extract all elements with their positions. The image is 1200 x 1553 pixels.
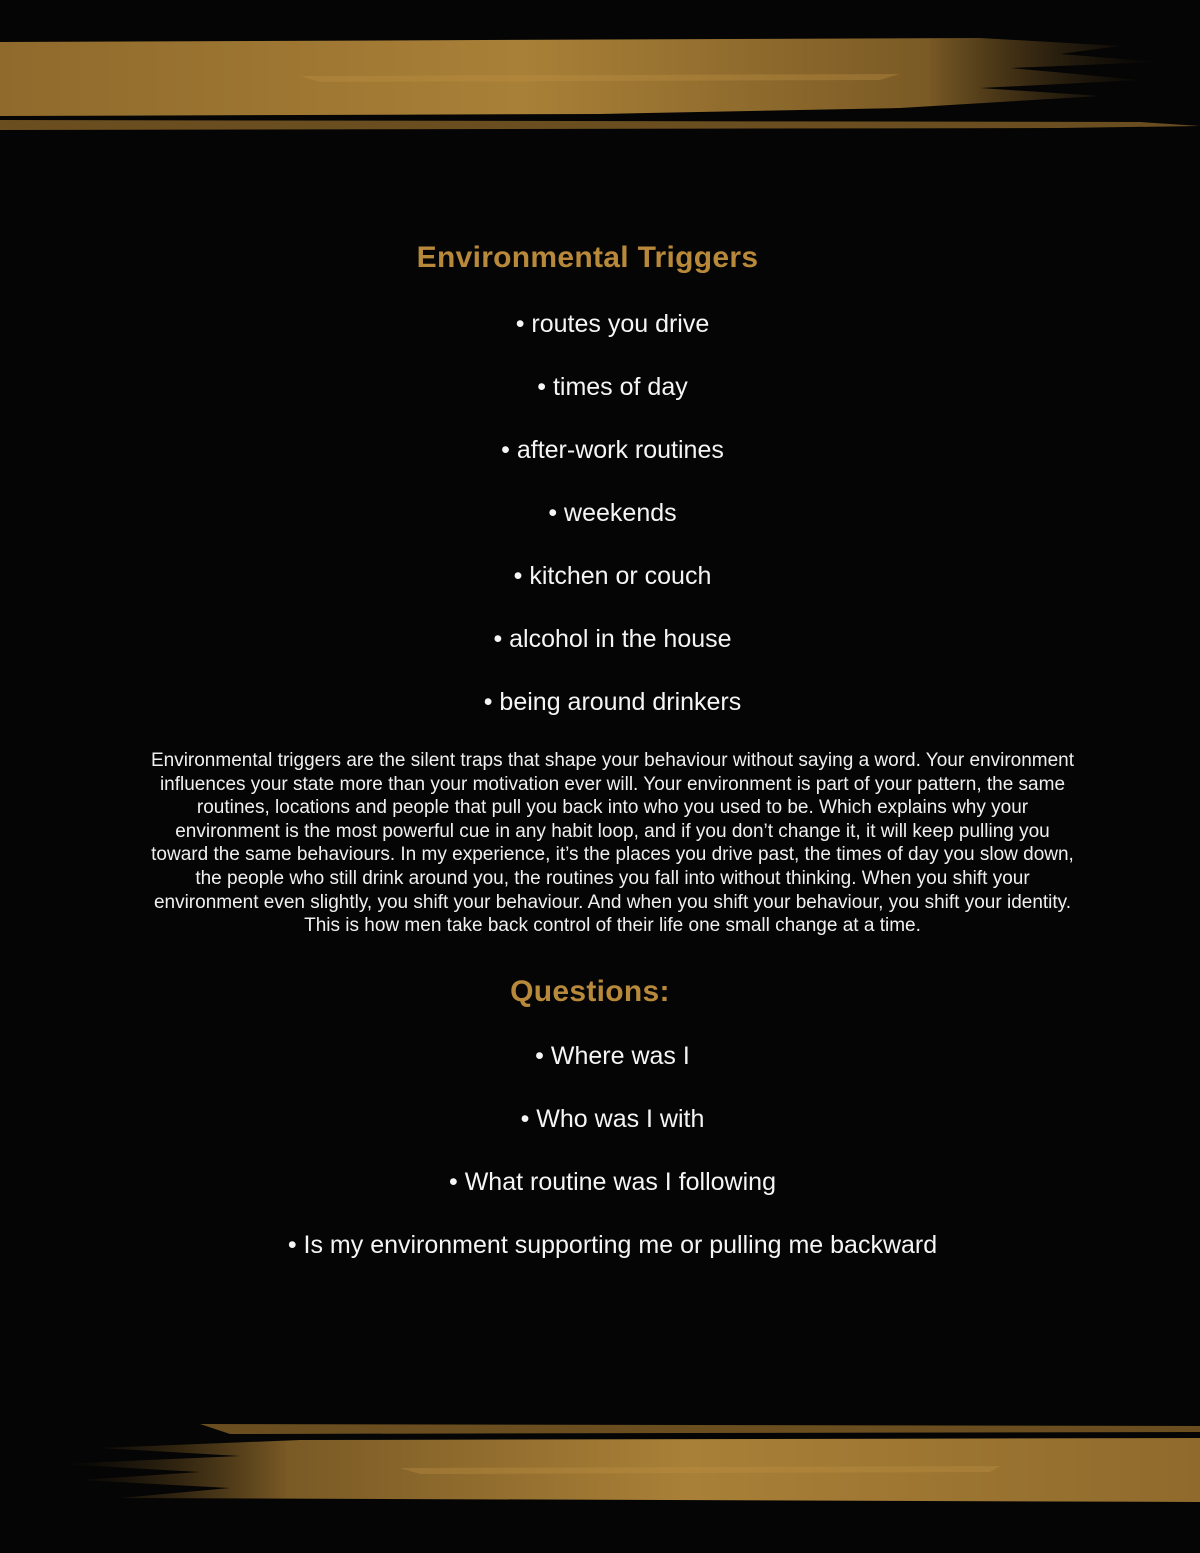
questions-list <box>150 1041 1075 1260</box>
list-item: • What routine was I following <box>449 1167 776 1196</box>
main-content <box>150 236 1075 1260</box>
body-paragraph: Environmental triggers are the silent traps that shape your behaviour without saying a word. Your environment influences your state more than your motivation ever will. Your environment is part of your pattern, the same routines, locations and people that pull you back into who you used to be. Which explains why your environment is the most powerful cue in any habit loop, and if you don’t change it, it will keep pulling you toward the same behaviours. In my experience, it’s the places you drive past, the times of day you slow down, the people who still drink around you, the routines you fall into without thinking. When you shift your environment even slightly, you shift your behaviour. And when you shift your behaviour, you shift your identity. This is how men take back control of their life one small change at a time. <box>150 750 1075 937</box>
list-item: • after-work routines <box>501 436 724 464</box>
triggers-list <box>150 309 1075 717</box>
list-item: • times of day <box>537 373 688 401</box>
list-item: • being around drinkers <box>483 688 742 716</box>
list-item: • Who was I with <box>520 1104 705 1133</box>
questions-title: Questions: <box>510 974 670 1008</box>
gold-brush-stroke-bottom <box>0 1418 1200 1518</box>
list-item: • routes you drive <box>515 310 710 338</box>
list-item: • alcohol in the house <box>493 625 732 653</box>
list-item: • Is my environment supporting me or pulling me backward <box>287 1230 938 1259</box>
list-item: • Where was I <box>535 1041 690 1070</box>
list-item: • weekends <box>548 499 677 527</box>
page-title: Environmental Triggers <box>416 241 759 274</box>
list-item: • kitchen or couch <box>513 562 712 590</box>
gold-brush-stroke-top <box>0 36 1200 136</box>
